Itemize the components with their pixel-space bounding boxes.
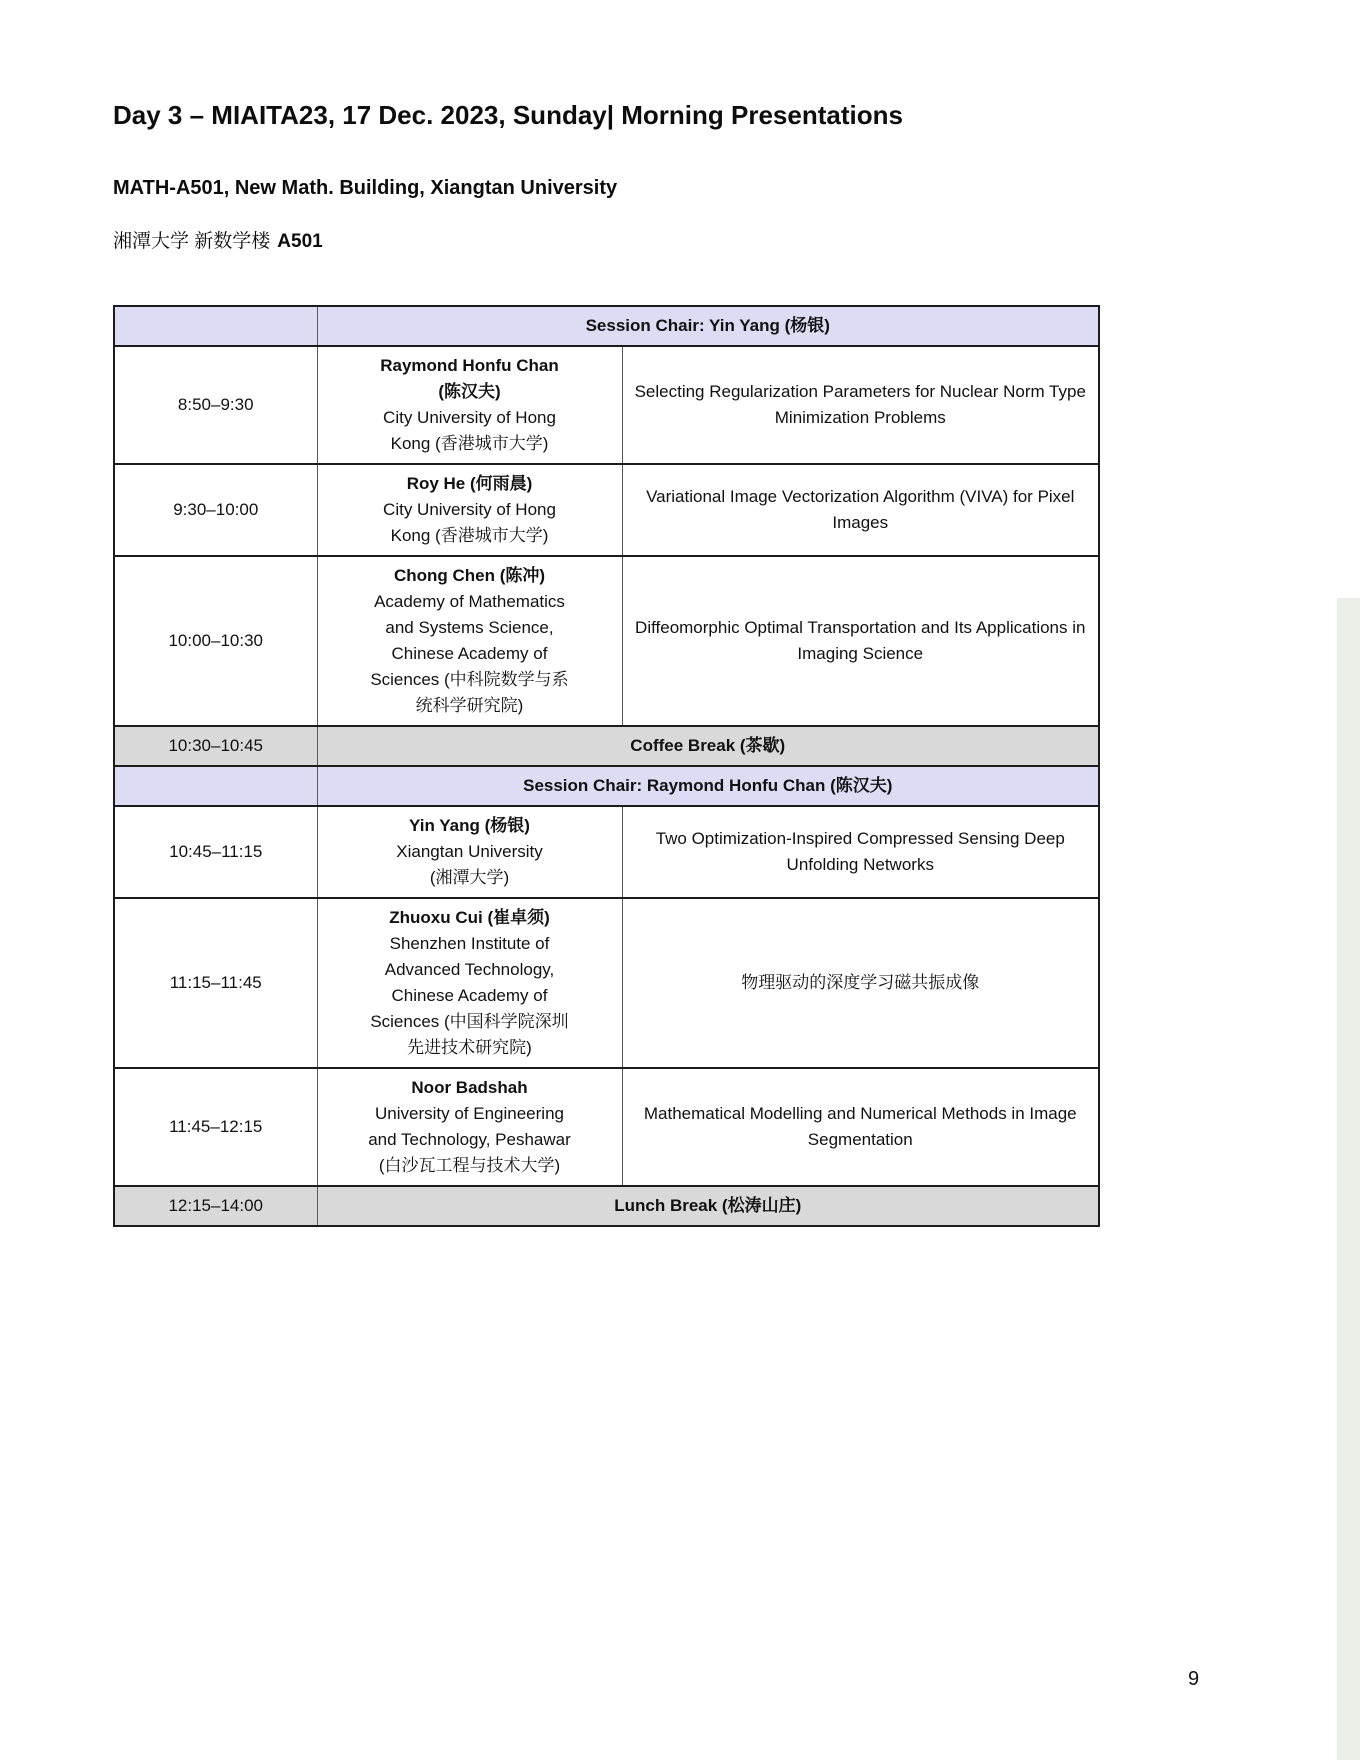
speaker-affiliation: Shenzhen Institute of bbox=[389, 934, 550, 954]
speaker-affiliation: Chinese Academy of bbox=[391, 644, 548, 664]
speaker-affiliation: Sciences (中国科学院深圳 bbox=[370, 1012, 569, 1032]
speaker-affiliation: Kong (香港城市大学) bbox=[390, 434, 549, 454]
speaker-affiliation: Kong (香港城市大学) bbox=[390, 526, 549, 546]
break-row bbox=[114, 726, 1099, 766]
session-chair-label: Session Chair: Raymond Honfu Chan (陈汉夫) bbox=[317, 766, 1099, 806]
speaker-name: Chong Chen (陈冲) bbox=[393, 566, 546, 586]
speaker-affiliation: and Systems Science, bbox=[385, 618, 554, 638]
speaker-affiliation: Chinese Academy of bbox=[391, 986, 548, 1006]
talk-title: Mathematical Modelling and Numerical Methods in Image Segmentation bbox=[622, 1068, 1099, 1186]
schedule-table bbox=[113, 305, 1100, 1227]
speaker-affiliation: 先进技术研究院) bbox=[407, 1038, 532, 1058]
speaker-affiliation: City University of Hong bbox=[383, 500, 556, 520]
room-heading-cn bbox=[113, 226, 1098, 253]
break-time: 12:15–14:00 bbox=[114, 1186, 317, 1226]
empty-time-cell bbox=[114, 306, 317, 346]
speaker-cell bbox=[317, 556, 622, 726]
session-chair-row bbox=[114, 766, 1099, 806]
speaker-affiliation: (湘潭大学) bbox=[429, 868, 510, 888]
page-heading: Day 3 – MIAITA23, 17 Dec. 2023, Sunday| Morning Presentations bbox=[113, 100, 903, 130]
talk-time: 11:45–12:15 bbox=[114, 1068, 317, 1186]
speaker-name: Zhuoxu Cui (崔卓须) bbox=[389, 908, 550, 928]
break-label: Lunch Break (松涛山庄) bbox=[317, 1186, 1099, 1226]
talk-time: 11:15–11:45 bbox=[114, 898, 317, 1068]
talk-time: 10:00–10:30 bbox=[114, 556, 317, 726]
talk-row bbox=[114, 1068, 1099, 1186]
document-page bbox=[113, 100, 1098, 1227]
talk-title: Selecting Regularization Parameters for Nuclear Norm Type Minimization Problems bbox=[622, 346, 1099, 464]
speaker-affiliation: Academy of Mathematics bbox=[374, 592, 565, 612]
speaker-affiliation: University of Engineering bbox=[375, 1104, 564, 1124]
speaker-cell bbox=[317, 898, 622, 1068]
speaker-cell bbox=[317, 1068, 622, 1186]
speaker-name: Raymond Honfu Chan bbox=[380, 356, 559, 376]
speaker-affiliation: Advanced Technology, bbox=[384, 960, 555, 980]
session-chair-row bbox=[114, 306, 1099, 346]
talk-row bbox=[114, 898, 1099, 1068]
talk-title: Diffeomorphic Optimal Transportation and Its Applications in Imaging Science bbox=[622, 556, 1099, 726]
talk-row bbox=[114, 806, 1099, 898]
speaker-affiliation: Xiangtan University bbox=[396, 842, 543, 862]
adjacent-page-edge bbox=[1337, 598, 1360, 1760]
session-chair-label: Session Chair: Yin Yang (杨银) bbox=[317, 306, 1099, 346]
talk-time: 8:50–9:30 bbox=[114, 346, 317, 464]
talk-title: Variational Image Vectorization Algorithm (VIVA) for Pixel Images bbox=[622, 464, 1099, 556]
talk-row bbox=[114, 464, 1099, 556]
empty-time-cell bbox=[114, 766, 317, 806]
page-number: 9 bbox=[1188, 1668, 1200, 1690]
talk-title: Two Optimization-Inspired Compressed Sensing Deep Unfolding Networks bbox=[622, 806, 1099, 898]
talk-title: 物理驱动的深度学习磁共振成像 bbox=[622, 898, 1099, 1068]
talk-time: 9:30–10:00 bbox=[114, 464, 317, 556]
talk-row bbox=[114, 556, 1099, 726]
break-time: 10:30–10:45 bbox=[114, 726, 317, 766]
speaker-cell bbox=[317, 464, 622, 556]
speaker-affiliation: (白沙瓦工程与技术大学) bbox=[378, 1156, 561, 1176]
speaker-affiliation: and Technology, Peshawar bbox=[368, 1130, 571, 1150]
room-heading: MATH-A501, New Math. Building, Xiangtan University bbox=[113, 177, 618, 200]
speaker-cell bbox=[317, 806, 622, 898]
speaker-cell bbox=[317, 346, 622, 464]
speaker-name: Yin Yang (杨银) bbox=[409, 816, 530, 836]
speaker-affiliation: City University of Hong bbox=[383, 408, 556, 428]
speaker-affiliation: Sciences (中科院数学与系 bbox=[370, 670, 569, 690]
break-row bbox=[114, 1186, 1099, 1226]
talk-time: 10:45–11:15 bbox=[114, 806, 317, 898]
break-label: Coffee Break (茶歇) bbox=[317, 726, 1099, 766]
speaker-affiliation: 统科学研究院) bbox=[415, 696, 524, 716]
room-heading-cn-text: 湘潭大学 新数学楼 bbox=[113, 231, 271, 253]
speaker-name: Noor Badshah bbox=[411, 1078, 528, 1098]
room-code: A501 bbox=[277, 231, 323, 253]
speaker-name: (陈汉夫) bbox=[438, 382, 501, 402]
speaker-name: Roy He (何雨晨) bbox=[406, 474, 533, 494]
talk-row bbox=[114, 346, 1099, 464]
